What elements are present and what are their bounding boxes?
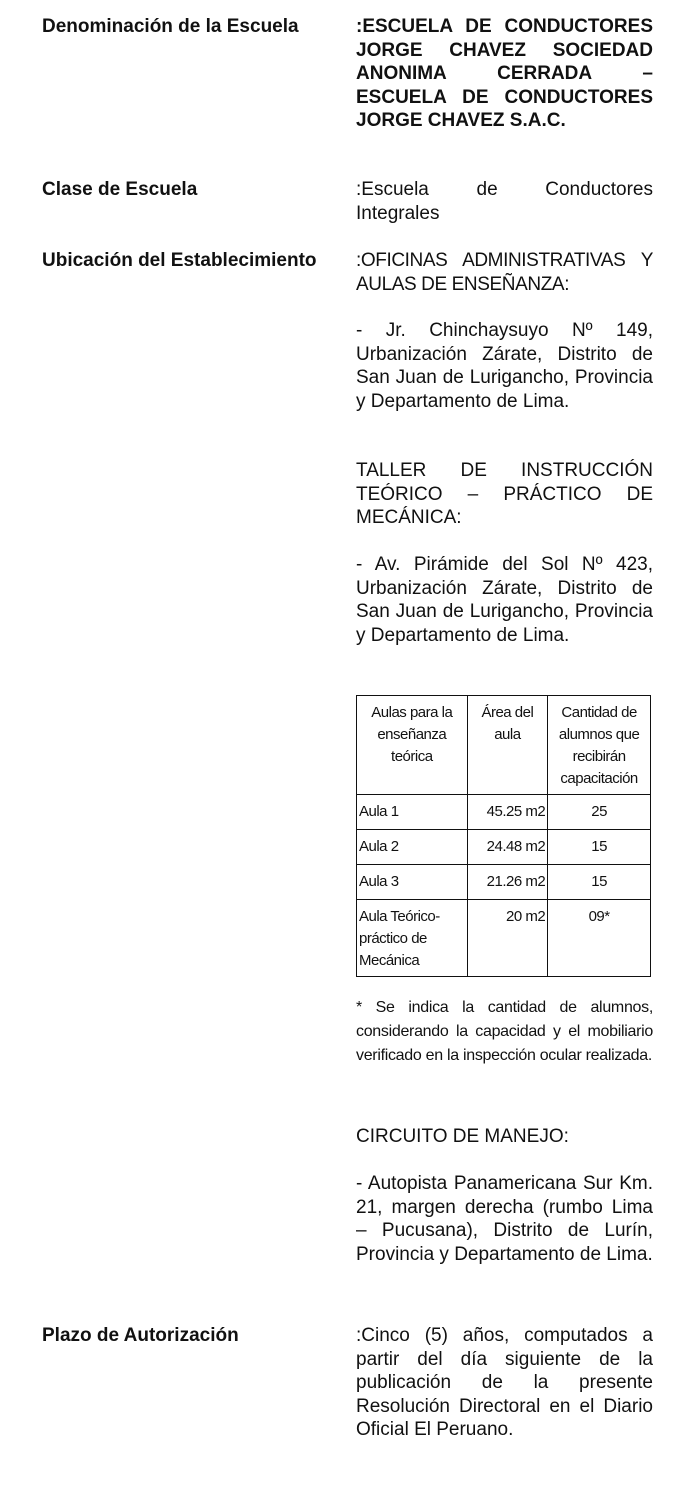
table-cell-area: 20 m2 [467, 900, 548, 977]
table-cell-aula: Aula 3 [357, 865, 468, 900]
value-circuito-heading: CIRCUITO DE MANEJO: [356, 1126, 569, 1147]
label-plazo: Plazo de Autorización [42, 1325, 239, 1346]
table-cell-area: 21.26 m2 [467, 865, 548, 900]
aulas-table [356, 695, 651, 977]
table-cell-cantidad: 15 [548, 865, 651, 900]
table-cell-area: 24.48 m2 [467, 830, 548, 865]
table-row [357, 900, 651, 977]
value-denominacion: :ESCUELA DE CONDUCTORES JORGE CHAVEZ SOCIEDAD ANONIMA CERRADA – ESCUELA DE CONDUCTORES JORGE CHAVEZ S.A.C. [356, 16, 653, 132]
label-denominacion: Denominación de la Escuela [42, 16, 299, 37]
table-row [357, 830, 651, 865]
table-footnote: * Se indica la cantidad de alumnos, considerando la capacidad y el mobiliario verificado en la inspección ocular realizada. [356, 999, 653, 1064]
value-taller-heading: TALLER DE INSTRUCCIÓN TEÓRICO – PRÁCTICO DE MECÁNICA: [356, 460, 653, 528]
table-cell-cantidad: 09* [548, 900, 651, 977]
table-header-cantidad: Cantidad de alumnos que recibirán capacitación [548, 696, 651, 795]
value-plazo: :Cinco (5) años, computados a partir del día siguiente de la publicación de la presente Resolución Directoral en el Diario Oficial El Peruano. [356, 1325, 653, 1440]
value-clase: :Escuela de Conductores Integrales [356, 179, 653, 224]
table-header-aulas: Aulas para la enseñanza teórica [357, 696, 468, 795]
table-cell-aula: Aula 2 [357, 830, 468, 865]
value-taller-address: - Av. Pirámide del Sol Nº 423, Urbanización Zárate, Distrito de San Juan de Lurigancho, Provincia y Departamento de Lima. [356, 554, 653, 646]
table-cell-area: 45.25 m2 [467, 795, 548, 830]
table-header-row [357, 696, 651, 795]
table-row [357, 865, 651, 900]
table-cell-aula: Aula Teórico-práctico de Mecánica [357, 900, 468, 977]
table-cell-cantidad: 15 [548, 830, 651, 865]
table-cell-cantidad: 25 [548, 795, 651, 830]
table-cell-aula: Aula 1 [357, 795, 468, 830]
label-ubicacion: Ubicación del Establecimiento [42, 250, 317, 271]
label-clase: Clase de Escuela [42, 179, 198, 200]
value-oficinas-address: - Jr. Chinchaysuyo Nº 149, Urbanización Zárate, Distrito de San Juan de Lurigancho, Provincia y Departamento de Lima. [356, 320, 653, 412]
table-row [357, 795, 651, 830]
value-oficinas-heading: :OFICINAS ADMINISTRATIVAS Y AULAS DE ENSEÑANZA: [356, 250, 653, 295]
value-circuito-address: - Autopista Panamericana Sur Km. 21, margen derecha (rumbo Lima – Pucusana), Distrito de Lurín, Provincia y Departamento de Lima. [356, 1173, 653, 1265]
table-header-area: Área del aula [467, 696, 548, 795]
